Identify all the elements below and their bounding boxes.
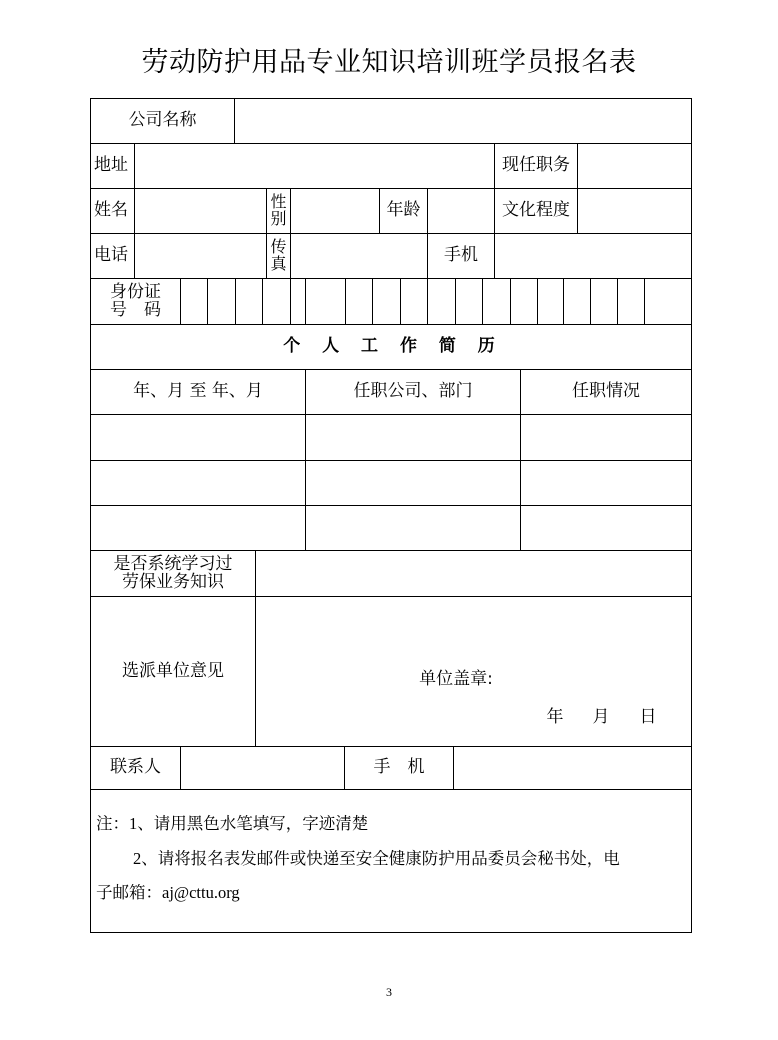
id-label-line1: 身份证 [110,281,161,302]
resume-row-1-company[interactable] [306,415,520,460]
gender-label [267,189,290,233]
study-field[interactable] [256,551,691,596]
resume-col-period: 年、月 至 年、月 [133,381,263,402]
education-label: 文化程度 [502,200,570,221]
note-line-2 [133,845,620,869]
note-line-1 [96,810,368,834]
resume-row-3-period[interactable] [91,506,305,550]
phone-field[interactable] [135,234,266,278]
age-label: 年龄 [386,200,421,221]
gender-label-line2: 别 [270,209,287,228]
seal-label: 单位盖章: [419,669,493,690]
date-day-label: 日 [639,707,657,728]
company-name-label: 公司名称 [128,110,197,131]
note-2-text: 、请将报名表发邮件或快递至安全健康防护用品委员会秘书处，电 [141,849,620,868]
fax-label-line2: 真 [270,254,287,273]
name-label: 姓名 [94,200,128,221]
note-line-3 [96,879,240,903]
note-1-number: 1 [129,814,138,833]
resume-row-1-period[interactable] [91,415,305,460]
note-3-text: 子邮箱： [96,883,162,902]
address-label: 地址 [94,155,128,176]
id-label-line2: 号 码 [110,299,161,320]
education-field[interactable] [578,189,691,233]
contact-field[interactable] [181,747,344,789]
resume-row-2-period[interactable] [91,461,305,505]
contact-mobile-field[interactable] [454,747,691,789]
gender-field[interactable] [291,189,379,233]
note-prefix: 注： [96,814,129,833]
gender-label-line1: 性 [270,192,287,212]
name-field[interactable] [135,189,266,233]
page-number: 3 [386,985,392,999]
form-title: 劳动防护用品专业知识培训班学员报名表 [141,47,637,78]
mobile-label: 手机 [444,245,478,266]
id-number-label [91,279,180,324]
date-month-label: 月 [592,707,610,728]
study-label-line2: 劳保业务知识 [122,571,224,592]
resume-row-2-company[interactable] [306,461,520,505]
resume-row-3-status[interactable] [521,506,691,550]
age-field[interactable] [428,189,494,233]
fax-label [267,234,290,278]
opinion-label: 选派单位意见 [122,660,224,681]
phone-label: 电话 [94,245,128,266]
position-field[interactable] [578,144,691,188]
address-field[interactable] [135,144,494,188]
id-number-field[interactable] [181,279,691,324]
resume-row-3-company[interactable] [306,506,520,550]
resume-col-company: 任职公司、部门 [353,381,473,402]
rule [90,789,692,790]
note-1-text: 、请用黑色水笔填写，字迹清楚 [137,814,369,833]
resume-heading: 个 人 工 作 简 历 [283,336,499,357]
fax-label-line1: 传 [270,237,287,257]
position-label: 现任职务 [502,155,570,176]
company-name-field[interactable] [235,99,691,143]
note-2-number: 2 [133,849,142,868]
email-address[interactable]: aj@cttu.org [162,883,240,902]
contact-label: 联系人 [110,757,161,778]
contact-mobile-label: 手 机 [373,757,425,778]
resume-row-2-status[interactable] [521,461,691,505]
study-label [91,551,255,596]
resume-row-1-status[interactable] [521,415,691,460]
date-year-label: 年 [546,707,564,728]
mobile-field[interactable] [495,234,691,278]
study-label-line1: 是否系统学习过 [113,553,233,574]
fax-field[interactable] [291,234,427,278]
resume-col-status: 任职情况 [572,381,640,402]
